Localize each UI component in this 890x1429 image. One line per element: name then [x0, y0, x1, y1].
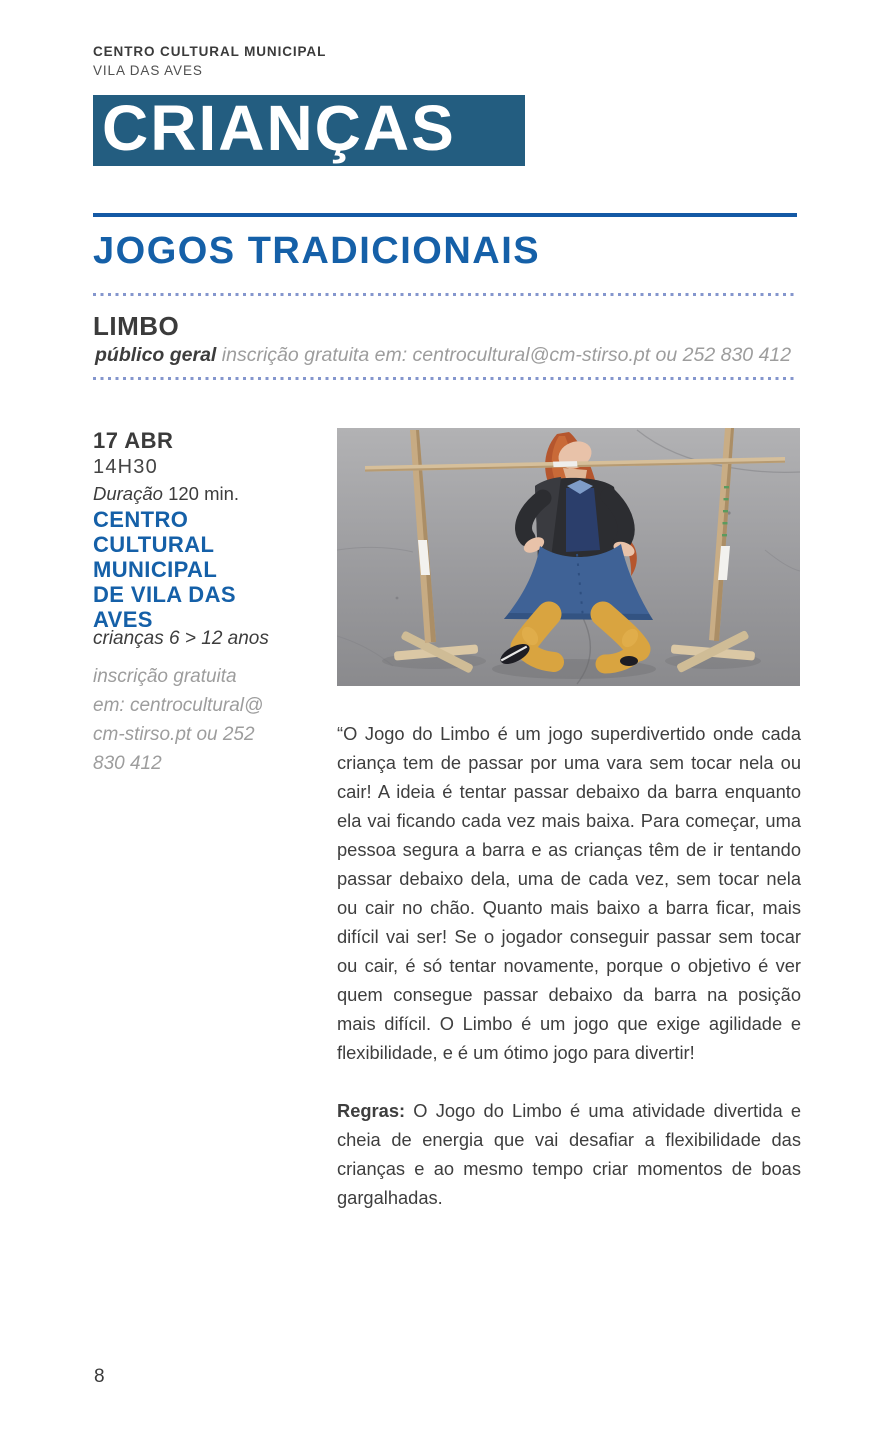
event-title: LIMBO	[93, 311, 180, 341]
event-details-column	[93, 428, 333, 788]
registration-line: em: centrocultural@	[93, 695, 264, 716]
duration-value: 120 min.	[168, 483, 240, 504]
limbo-photo-illustration	[337, 428, 800, 686]
rules-label: Regras:	[337, 1100, 406, 1121]
page-number: 8	[94, 1366, 105, 1387]
paragraph-intro: “O Jogo do Limbo é um jogo superdivertido onde cada criança tem de passar por uma vara sem tocar nela ou cair! A ideia é tentar passar debaixo da barra enquanto ela vai ficando cada vez mais baixa. Para começar, uma pessoa segura a barra e as crianças têm de ir tentando passar debaixo dela, uma de cada vez, sem tocar nela ou cair no chão. Quanto mais baixo a barra ficar, mais difícil vai ser! Se o jogador conseguir passar sem tocar ou cair, é só tentar novamente, porque o objetivo é ver quem consegue passar debaixo da barra na posição mais difícil. O Limbo é um jogo que exige agilidade e flexibilidade, e é um ótimo jogo para divertir!	[337, 723, 801, 1063]
sidebar-registration-info	[93, 662, 263, 778]
registration-line: 830 412	[93, 753, 162, 774]
limbo-photo	[337, 428, 800, 686]
registration-line: cm-stirso.pt ou 252	[93, 724, 255, 745]
paragraph-rules	[337, 1096, 801, 1212]
section-banner	[93, 92, 525, 166]
venue-line: CENTRO	[93, 507, 189, 532]
venue-line: DE VILA DAS	[93, 582, 236, 607]
event-time: 14H30	[93, 456, 158, 478]
event-description	[337, 719, 801, 1212]
dotted-divider-top	[93, 293, 797, 296]
event-registration-info: inscrição gratuita em: centrocultural@cm-stirso.pt ou 252 830 412	[221, 344, 792, 366]
event-audience: público geral	[95, 344, 217, 366]
event-date: 17 ABR	[93, 428, 174, 453]
rules-text: O Jogo do Limbo é uma atividade divertida e cheia de energia que vai desafiar a flexibilidade das crianças e ao mesmo tempo criar momentos de boas gargalhadas.	[337, 1100, 801, 1208]
venue-line: MUNICIPAL	[93, 557, 218, 582]
dotted-divider-bottom	[93, 377, 797, 380]
event-venue	[93, 507, 236, 632]
horizontal-rule	[93, 213, 797, 217]
section-banner-title: CRIANÇAS	[102, 92, 456, 164]
event-age-range: crianças 6 > 12 anos	[93, 628, 269, 649]
event-subtitle	[95, 344, 791, 367]
registration-line: inscrição gratuita	[93, 666, 237, 687]
page-title: JOGOS TRADICIONAIS	[93, 230, 541, 272]
event-duration	[93, 483, 239, 505]
organization-location: VILA DAS AVES	[93, 63, 203, 78]
venue-line: CULTURAL	[93, 532, 215, 557]
organization-name: CENTRO CULTURAL MUNICIPAL	[93, 44, 327, 59]
duration-label: Duração	[93, 483, 163, 504]
venue-line: AVES	[93, 607, 153, 632]
